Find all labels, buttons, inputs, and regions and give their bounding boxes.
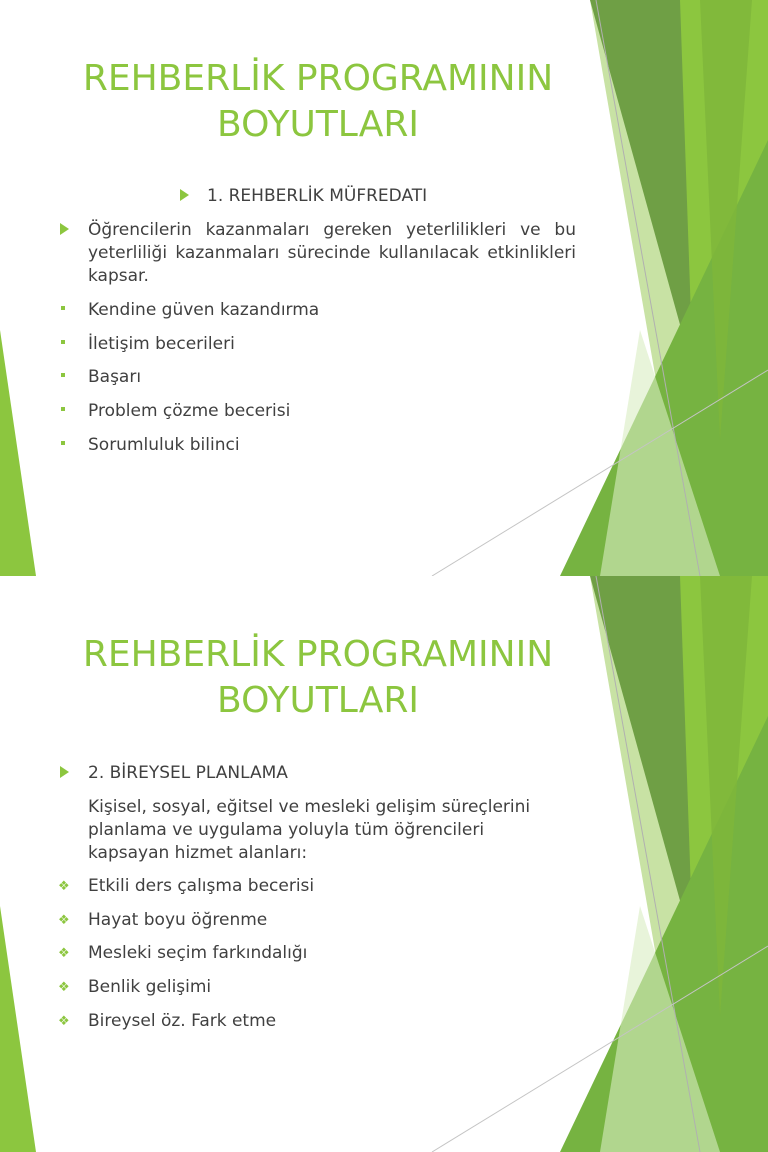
list-item: Sorumluluk bilinci — [88, 435, 240, 455]
section-paragraph: Öğrencilerin kazanmaları gereken yeterlilikleri ve bu yeterliliği kazanmaları sürecinde kullanılacak etkinlikleri kapsar. — [88, 220, 576, 286]
diamond-bullet-icon: ❖ — [58, 980, 70, 995]
slide-title — [40, 632, 596, 724]
section-heading: 2. BİREYSEL PLANLAMA — [88, 763, 288, 783]
slide-title — [40, 56, 596, 148]
slide-2 — [0, 576, 768, 1152]
arrow-bullet-icon — [60, 766, 69, 778]
list-item: Mesleki seçim farkındalığı — [88, 943, 308, 963]
list-item: Hayat boyu öğrenme — [88, 910, 268, 930]
list-item: Başarı — [88, 367, 142, 387]
square-bullet-icon — [61, 441, 65, 445]
diamond-bullet-icon: ❖ — [58, 1014, 70, 1029]
list-item: Etkili ders çalışma becerisi — [88, 876, 315, 896]
list-item: Benlik gelişimi — [88, 977, 212, 997]
title-line-1: REHBERLİK PROGRAMININ — [82, 634, 554, 675]
square-bullet-icon — [61, 407, 65, 411]
square-bullet-icon — [61, 306, 65, 310]
title-line-2: BOYUTLARI — [217, 104, 419, 145]
list-item: Bireysel öz. Fark etme — [88, 1011, 277, 1031]
diamond-bullet-icon: ❖ — [58, 946, 70, 961]
section-paragraph: Kişisel, sosyal, eğitsel ve mesleki gelişim süreçlerini planlama ve uygulama yoluyla tüm öğrencileri kapsayan hizmet alanları: — [88, 797, 531, 863]
arrow-bullet-icon — [180, 189, 189, 201]
arrow-bullet-icon — [60, 223, 69, 235]
square-bullet-icon — [61, 373, 65, 377]
list-item: Kendine güven kazandırma — [88, 300, 320, 320]
section-heading: 1. REHBERLİK MÜFREDATI — [207, 186, 428, 206]
list-item: İletişim becerileri — [88, 334, 235, 354]
square-bullet-icon — [61, 340, 65, 344]
diamond-bullet-icon: ❖ — [58, 879, 70, 894]
title-line-2: BOYUTLARI — [217, 680, 419, 721]
list-item: Problem çözme becerisi — [88, 401, 291, 421]
diamond-bullet-icon: ❖ — [58, 913, 70, 928]
title-line-1: REHBERLİK PROGRAMININ — [82, 58, 554, 99]
